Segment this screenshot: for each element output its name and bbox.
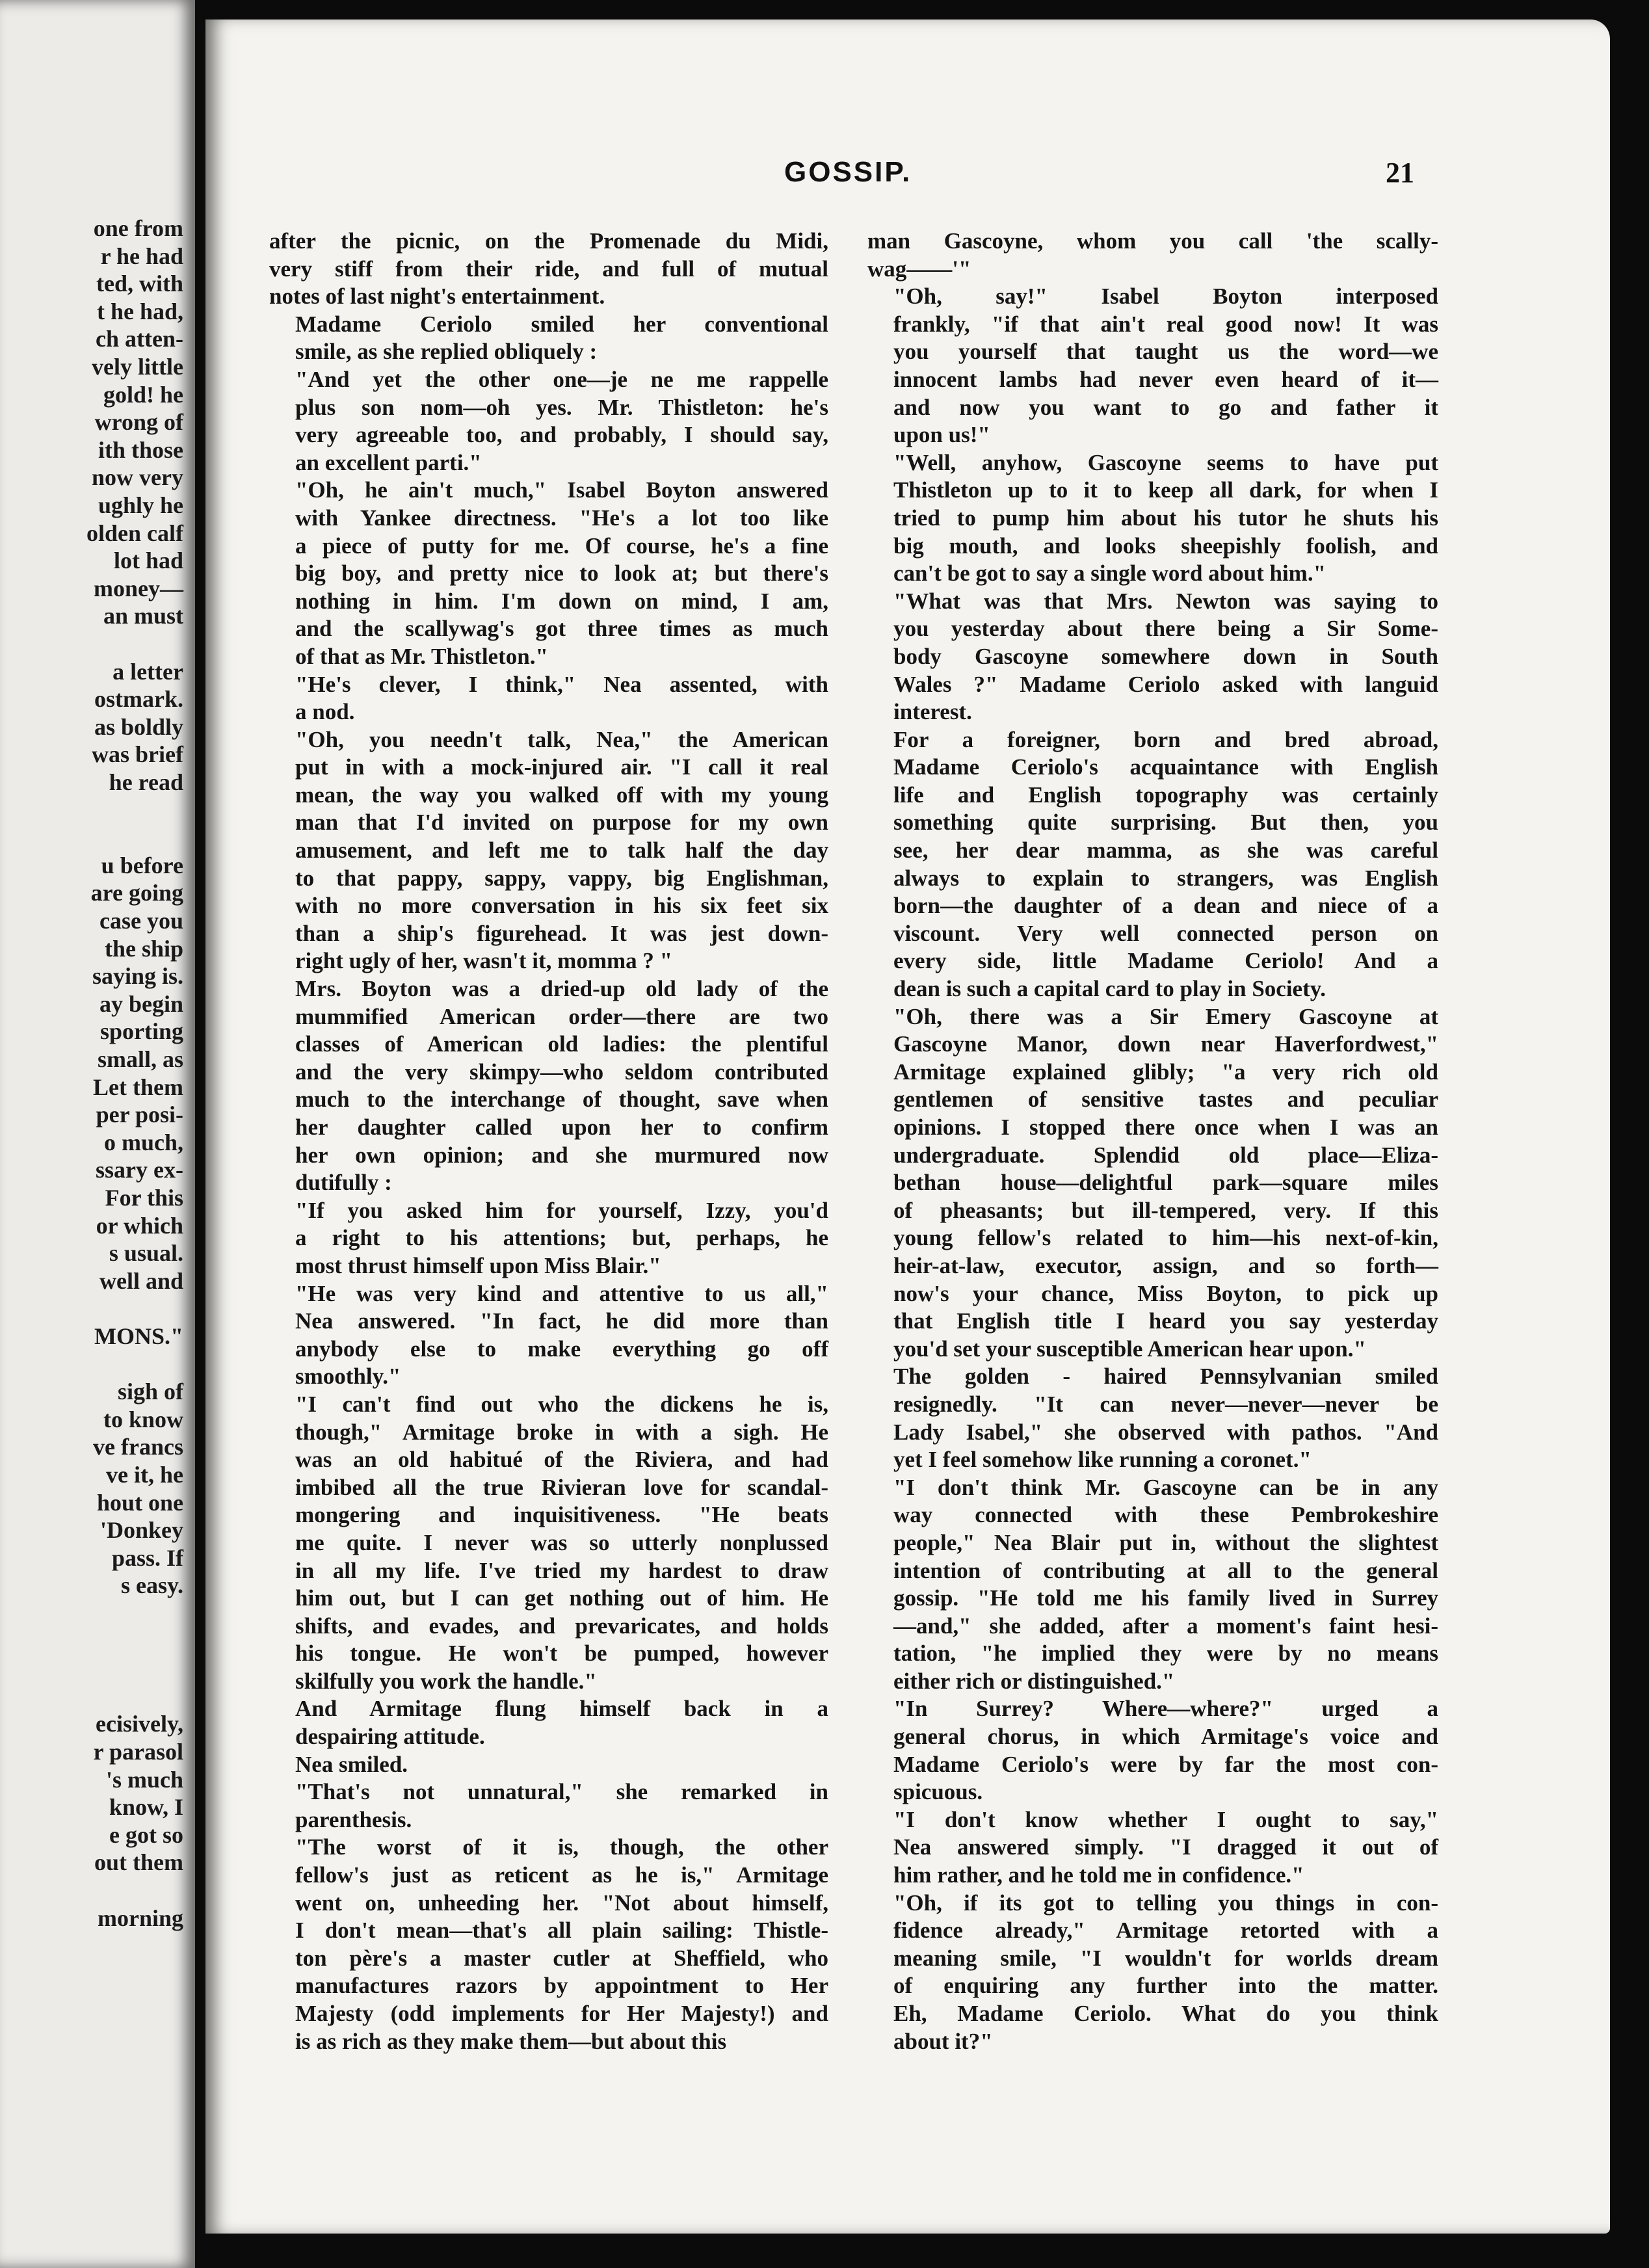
text-line: either rich or distinguished." [893,1668,1175,1694]
text-line: —and," she added, after a moment's faint hesi- [893,1613,1438,1639]
text-line: very agreeable too, and probably, I should say, [295,422,828,448]
facing-page-fragment: ay begin [99,990,183,1017]
paragraph [867,1474,1438,1696]
facing-page-fragment: ve it, he [106,1462,183,1488]
text-line: Majesty (odd implements for Her Majesty!) and [295,2001,828,2026]
page-number: 21 [1386,157,1414,189]
text-line: mean, the way you walked off with my young [295,782,828,808]
text-line: him rather, and he told me in confidence." [893,1862,1304,1888]
text-line: put in with a mock-injured air. "I call it real [295,754,828,780]
text-line: after the picnic, on the Promenade du Midi, [269,228,828,254]
text-line: manufactures razors by appointment to Her [295,1973,828,1999]
paragraph [867,1363,1438,1473]
text-line: a nod. [295,699,355,725]
paragraph [867,228,1438,283]
text-line: "Oh, if its got to telling you things in con- [893,1890,1438,1916]
text-line: Madame Ceriolo's acquaintance with English [893,754,1438,780]
paragraph [867,1890,1438,2056]
text-line: something quite surprising. But then, you [893,810,1438,836]
text-line: you yourself that taught us the word—we [893,339,1438,365]
paragraph [269,671,828,726]
paragraph [269,311,828,366]
text-line: imbibed all the true Rivieran love for scandal- [295,1474,828,1500]
text-line: his tongue. He won't be pumped, however [295,1641,828,1667]
text-line: "And yet the other one—je ne me rappelle [295,366,828,392]
text-line: frankly, "if that ain't real good now! It was [893,311,1438,337]
text-line: way connected with these Pembrokeshire [893,1502,1438,1528]
facing-page-fragment: case you [99,908,183,934]
text-line: Nea smiled. [295,1751,408,1777]
text-line: big mouth, and looks sheepishly foolish, and [893,533,1438,559]
text-line: upon us!" [893,422,990,448]
facing-page-fragment: e got so [109,1821,183,1848]
text-line: dean is such a capital card to play in Society. [893,976,1326,1002]
text-line: "I don't think Mr. Gascoyne can be in any [893,1474,1438,1500]
paragraph [269,1834,828,2055]
text-line: plus son nom—oh yes. Mr. Thistleton: he's [295,394,828,420]
facing-page-fragment: saying is. [92,963,183,990]
facing-page-fragment: an must [103,603,183,629]
text-line: nothing in him. I'm down on mind, I am, [295,588,828,614]
paragraph [269,1695,828,1750]
paragraph [269,477,828,670]
page-header [205,156,1610,195]
text-line: "I can't find out who the dickens he is, [295,1391,828,1417]
text-line: opinions. I stopped there once when I was an [893,1114,1438,1140]
facing-page-fragment: now very [92,464,183,491]
facing-page-fragment: olden calf [86,520,183,546]
text-line: of enquiring any further into the matter. [893,1973,1438,1999]
facing-page-fragment: sporting [99,1018,183,1045]
paragraph [867,1806,1438,1890]
facing-page-fragment: wrong of [94,409,183,436]
text-line: anybody else to make everything go off [295,1336,828,1362]
text-line: "Oh, you needn't talk, Nea," the American [295,726,828,752]
text-line: dutifully : [295,1170,392,1196]
facing-page-fragment: ssary ex- [96,1157,183,1183]
previous-page-edge [0,0,195,2268]
text-line: to that pappy, sappy, vappy, big Englishman, [295,865,828,891]
facing-page-fragment: ch atten- [96,326,183,352]
text-line: is as rich as they make them—but about this [295,2028,727,2054]
text-line: Nea answered. "In fact, he did more than [295,1308,828,1334]
facing-page-fragment: to know [103,1406,183,1432]
text-line: resignedly. "It can never—never—never be [893,1391,1438,1417]
facing-page-fragment: ostmark. [94,686,183,713]
text-line: a piece of putty for me. Of course, he's a fine [295,533,828,559]
text-line: now's your chance, Miss Boyton, to pick up [893,1280,1438,1306]
facing-page-fragment: ve francs [93,1434,183,1460]
facing-page-fragment: MONS." [94,1323,183,1349]
text-line: Thistleton up to it to keep all dark, for when I [893,477,1438,503]
text-line: Lady Isabel," she observed with pathos. "And [893,1419,1438,1445]
facing-page-fragment: money— [94,575,183,601]
text-line: classes of American old ladies: the plentiful [295,1031,828,1057]
facing-page-fragment: know, I [109,1794,183,1821]
text-line: people," Nea Blair put in, without the slightest [893,1529,1438,1555]
facing-page-fragment: sigh of [117,1378,183,1405]
facing-page-fragment: out them [94,1849,183,1876]
text-line: tried to pump him about his tutor he shuts his [893,505,1438,531]
paragraph [269,1391,828,1696]
text-line: "He was very kind and attentive to us all," [295,1280,828,1306]
text-line: parenthesis. [295,1806,412,1832]
text-line: ton père's a master cutler at Sheffield, who [295,1945,828,1971]
text-line: Gascoyne Manor, down near Haverfordwest," [893,1031,1438,1057]
facing-page-fragment: o much, [103,1129,183,1155]
text-line: Madame Ceriolo's were by far the most con- [893,1751,1438,1777]
text-line: Armitage explained glibly; "a very rich old [893,1059,1438,1085]
text-line: general chorus, in which Armitage's voice and [893,1724,1438,1750]
text-line: her own opinion; and she murmured now [295,1142,828,1168]
text-line: bethan house—delightful park—square miles [893,1170,1438,1196]
book-page [205,20,1610,2234]
text-line: that English title I heard you say yesterday [893,1308,1438,1334]
text-line: smile, as she replied obliquely : [295,339,598,365]
text-line: see, her dear mamma, as she was careful [893,837,1438,864]
text-line: And Armitage flung himself back in a [295,1696,828,1722]
paragraph [867,1695,1438,1806]
text-line: meaning smile, "I wouldn't for worlds dream [893,1945,1438,1971]
paragraph [269,366,828,477]
text-line: "In Surrey? Where—where?" urged a [893,1696,1438,1722]
text-line: spicuous. [893,1779,983,1805]
text-line: and the scallywag's got three times as much [295,616,828,642]
facing-page-fragment: pass. If [111,1544,183,1571]
right-text-column [867,228,1438,2055]
facing-page-fragment: he read [109,769,183,795]
facing-page-fragment: s usual. [109,1240,183,1267]
text-line: man that I'd invited on purpose for my own [295,810,828,836]
text-line: right ugly of her, wasn't it, momma ? " [295,948,673,974]
text-line: him out, but I can get nothing out of him. He [295,1585,828,1611]
text-line: "Oh, he ain't much," Isabel Boyton answered [295,477,828,503]
facing-page-fragment: vely little [92,354,183,380]
text-line: The golden - haired Pennsylvanian smiled [893,1364,1438,1390]
text-line: amusement, and left me to talk half the day [295,837,828,864]
text-line: Mrs. Boyton was a dried-up old lady of the [295,976,828,1002]
text-line: and the very skimpy—who seldom contributed [295,1059,828,1085]
facing-page-fragment: For this [105,1185,183,1211]
left-text-column [269,228,828,2055]
text-line: "I don't know whether I ought to say," [893,1806,1438,1832]
text-line: man Gascoyne, whom you call 'the scally- [867,228,1438,254]
facing-page-fragment: r parasol [93,1739,183,1765]
facing-page-fragment: a letter [112,658,183,685]
running-title: GOSSIP. [784,156,912,188]
paragraph [867,588,1438,726]
facing-page-fragment: well and [99,1267,183,1294]
text-line: For a foreigner, born and bred abroad, [893,726,1438,752]
text-line: Nea answered simply. "I dragged it out of [893,1834,1438,1860]
text-line: "Oh, there was a Sir Emery Gascoyne at [893,1003,1438,1029]
text-line: can't be got to say a single word about him." [893,560,1326,587]
paragraph [269,228,828,311]
text-line: though," Armitage broke in with a sigh. He [295,1419,828,1445]
text-line: heir-at-law, executor, assign, and so forth— [893,1252,1438,1278]
facing-page-fragment: the ship [104,935,183,962]
text-line: despairing attitude. [295,1724,485,1750]
text-line: big boy, and pretty nice to look at; but there's [295,560,828,587]
text-line: an excellent parti." [295,449,482,475]
text-line: and now you want to go and father it [893,394,1438,420]
text-line: in all my life. I've tried my hardest to draw [295,1557,828,1583]
text-line: Eh, Madame Ceriolo. What do you think [893,2001,1438,2026]
facing-page-fragment: lot had [113,547,183,574]
facing-page-fragment: t he had, [96,298,183,324]
facing-page-fragment: ith those [98,436,183,463]
text-line: interest. [893,699,972,725]
text-line: you'd set your susceptible American hear upon." [893,1336,1366,1362]
facing-page-fragment: are going [90,880,183,906]
paragraph [867,1003,1438,1364]
text-line: "Oh, say!" Isabel Boyton interposed [893,284,1438,310]
text-line: about it?" [893,2028,993,2054]
text-line: skilfully you work the handle." [295,1668,597,1694]
text-line: was an old habitué of the Riviera, and had [295,1447,828,1473]
text-line: gossip. "He told me his family lived in Surrey [893,1585,1438,1611]
paragraph [867,449,1438,588]
text-line: "Well, anyhow, Gascoyne seems to have put [893,449,1438,475]
facing-page-fragment: r he had [100,243,183,269]
text-line: of that as Mr. Thistleton." [295,643,548,669]
text-line: fellow's just as reticent as he is," Armitage [295,1862,828,1888]
facing-page-fragment: or which [96,1212,183,1239]
text-line: much to the interchange of thought, save when [295,1087,828,1113]
text-line: fidence already," Armitage retorted with a [893,1918,1438,1944]
text-line: most thrust himself upon Miss Blair." [295,1252,661,1278]
text-line: Wales ?" Madame Ceriolo asked with languid [893,671,1438,697]
paragraph [269,726,828,975]
text-line: "If you asked him for yourself, Izzy, you'd [295,1197,828,1223]
text-line: I don't mean—that's all plain sailing: Thistle- [295,1918,828,1944]
text-line: undergraduate. Splendid old place—Eliza- [893,1142,1438,1168]
facing-page-fragment: per posi- [96,1101,183,1128]
facing-page-fragment: 's much [105,1766,183,1793]
facing-page-fragment: as boldly [94,713,183,740]
facing-page-fragment: Let them [93,1074,183,1100]
text-line: very stiff from their ride, and full of mutual [269,256,828,282]
facing-page-fragment: u before [101,852,183,878]
text-line: than a ship's figurehead. It was jest down- [295,920,828,946]
text-line: gentlemen of sensitive tastes and peculiar [893,1087,1438,1113]
text-line: went on, unheeding her. "Not about himself, [295,1890,828,1916]
text-line: "He's clever, I think," Nea assented, with [295,671,828,697]
text-line: of pheasants; but ill-tempered, very. If this [893,1197,1438,1223]
text-line: with no more conversation in his six feet six [295,893,828,919]
paragraph [867,726,1438,1003]
facing-page-fragment: 'Donkey [99,1517,183,1544]
text-line: mummified American order—there are two [295,1003,828,1029]
text-line: mongering and inquisitiveness. "He beats [295,1502,828,1528]
text-line: smoothly." [295,1364,401,1390]
text-line: me quite. I never was so utterly nonplussed [295,1529,828,1555]
facing-page-fragment: s easy. [120,1572,183,1599]
text-line: young fellow's related to him—his next-of-kin, [893,1225,1438,1251]
paragraph [269,1197,828,1280]
text-line: life and English topography was certainly [893,782,1438,808]
text-line: her daughter called upon her to confirm [295,1114,828,1140]
facing-page-fragment: gold! he [103,381,183,408]
text-line: "What was that Mrs. Newton was saying to [893,588,1438,614]
text-line: shifts, and evades, and prevaricates, and holds [295,1613,828,1639]
text-line: body Gascoyne somewhere down in South [893,643,1438,669]
text-line: wag——'" [867,256,971,282]
text-line: notes of last night's entertainment. [269,284,605,310]
text-line: "The worst of it is, though, the other [295,1834,828,1860]
facing-page-fragment: small, as [97,1046,183,1072]
text-line: viscount. Very well connected person on [893,920,1438,946]
text-line: "That's not unnatural," she remarked in [295,1779,828,1805]
text-line: you yesterday about there being a Sir Some- [893,616,1438,642]
text-line: a right to his attentions; but, perhaps, he [295,1225,828,1251]
paragraph [269,1280,828,1391]
facing-page-fragment: one from [93,215,183,241]
text-line: tation, "he implied they were by no means [893,1641,1438,1667]
paragraph [269,1778,828,1834]
text-line: always to explain to strangers, was English [893,865,1438,891]
facing-page-fragment: was brief [92,741,183,768]
text-line: born—the daughter of a dean and niece of a [893,893,1438,919]
paragraph [269,1751,828,1779]
facing-page-fragment: ughly he [98,492,183,518]
text-line: yet I feel somehow like running a coronet." [893,1447,1312,1473]
facing-page-fragment: morning [97,1905,183,1931]
text-line: intention of contributing at all to the general [893,1557,1438,1583]
text-line: innocent lambs had never even heard of it— [893,366,1438,392]
text-line: with Yankee directness. "He's a lot too like [295,505,828,531]
facing-page-fragment: ted, with [96,270,183,297]
paragraph [269,975,828,1197]
facing-page-fragment: ecisively, [96,1711,183,1737]
text-line: Madame Ceriolo smiled her conventional [295,311,828,337]
text-line: every side, little Madame Ceriolo! And a [893,948,1438,974]
paragraph [867,283,1438,449]
facing-page-fragment: hout one [96,1489,183,1516]
